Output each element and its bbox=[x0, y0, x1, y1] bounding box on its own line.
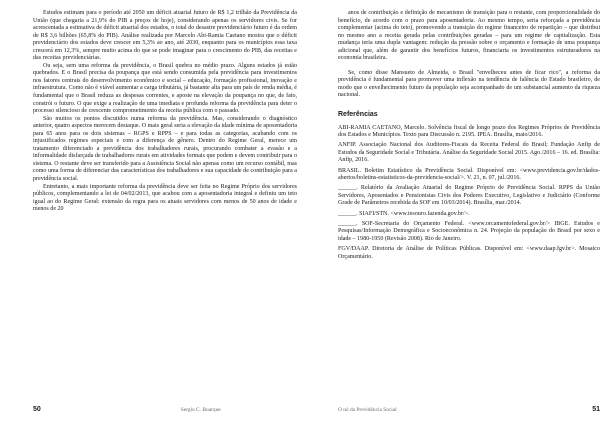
paragraph: Entretanto, a mais importante reforma da previdência deve ser feita no Regime Próprio dos servidores públicos, complementando a lei de 04/02/2013, que acabou com a aposentadoria integral e definiu um teto igual ao do Regime Geral: extensão da regra para os atuais servidores com menos de 50 anos de idade e menos de 20 bbox=[33, 183, 297, 213]
reference-entry: FGV/DAAP. Diretoria de Análise de Políticas Públicas. Disponível em: <www.daap.fgv.br>. Mosaico Orçamentário. bbox=[338, 246, 600, 260]
right-footer bbox=[338, 406, 600, 413]
left-page bbox=[33, 10, 297, 430]
left-footer bbox=[33, 406, 297, 413]
reference-entry: ______. SIAFI/STN. <www.tesouro.fazenda.gov.br/>. bbox=[338, 210, 470, 217]
paragraph: anos de contribuição e definição de mecanismo de transição para o restante, com proporcionalidade do benefício, de acordo com o prazo para aposentadoria. Ao mesmo tempo, seria reforçada a previdência complementar (acima do teto), promovendo a transição do regime financeiro de repartição – que distribui no mesmo ano a receita gerada pelas contribuições geradas – para um regime de capitalização. Esta mudança teria uma dupla vantagem: redução da pressão sobre o orçamento e formação de uma poupança adicional que, além de garantir dos benefícios futuros, financiaria os investimentos estruturadores na economia brasileira. bbox=[338, 10, 600, 62]
paragraph: São muitos os pontos discutidos numa reforma da previdência. Mas, considerando o diagnóstico anterior, quatro aspectos merecem destaque. O mais geral seria a elevação da idade mínima de aposentadoria para 65 anos para os dois sistemas – RGPS e RPPS – e para todas as categorias, acabando com os injustificados regimes especiais e com a diferença de gênero. Dentro do Regime Geral, merece um tratamento diferenciado a previdência dos trabalhadores rurais, procurando combater a evasão e a informalidade disfarçada de trabalhadores rurais em atividades formais que podem e devem contribuir para o sistema. O restante deve ser transferido para a Assistência Social não apenas como um recurso contábil, mas como uma forma de diferenciar das características dos trabalhadores e sua capacidade de contribuição para a previdência social. bbox=[33, 115, 297, 183]
reference-entry: ______. SOF-Secretaria do Orçamento Federal. <www.orcamentofederal.gov.br/> IBGE. Estudos e Pesquisas/Informação Demográfica e Socioeconômica n. 24. Projeção da população do Brasil por sexo e idade – 1980-1950 (Revisão 2008). Rio de Janeiro. bbox=[338, 221, 600, 242]
right-page-body bbox=[338, 10, 600, 261]
paragraph: Estudos estimam para o período até 2050 um déficit atuarial futuro de R$ 1,2 trilhão da Previdência da União (que chegaria a 21,9% do PIB a preços de hoje), considerando apenas os servidores civis. Se for acrescentada a estimativa de déficit atuarial dos estados, o total do desastre previdenciário futuro é da ordem de R$ 3,6 bilhões (65,8% do PIB). Análise realizada por Marcelo Abi-Ramia Caetano mostra que o déficit previdenciário dos estados deve crescer em 5,3% ao ano, até 2030, enquanto para os municípios essa taxa crescerá em 12,3%, sempre muito acima do que se pode imaginar para o crescimento do PIB, das receitas e das receitas previdenciárias. bbox=[33, 10, 297, 62]
paragraph: Se, como disse Mansueto de Almeida, o Brasil "envelheceu antes de ficar rico", a reforma da previdência é fundamental para promover uma inflexão na tendência de falência do Estado brasileiro, de modo que o envelhecimento futuro da população seja acompanhado de um substancial aumento da riqueza nacional. bbox=[338, 69, 600, 99]
paragraph: Ou seja, sem uma reforma da previdência, o Brasil quebra no médio prazo. Alguns estados já estão quebrados. E o Brasil precisa da poupança que está sendo consumida pela previdência para investimentos nos fatores centrais do desenvolvimento econômico e social – educação, formação profissional, inovação e infraestrutura. Como não é viável aumentar a carga tributária, já bastante alta para um país de renda média, é fundamental que o Brasil reduza as despesas correntes, e aposte na elevação da poupança no que, de fato, constrói o futuro. O que exige a realização de uma imediata e profunda reforma da previdência para deter o processo silencioso de crescente comprometimento da receita pública com o passado. bbox=[33, 62, 297, 115]
running-head-title: O nó da Previdência Social bbox=[338, 407, 397, 413]
reference-entry: BRASIL. Boletim Estatístico da Previdência Social. Disponível em: <www.previdencia.gov.br/dados-abertos/boletins-estatisticos-da-previdencia-social/>. V. 21, n. 07, jul./2016. bbox=[338, 167, 600, 181]
left-page-body bbox=[33, 10, 297, 214]
references-heading: Referências bbox=[338, 111, 378, 119]
page-number: 51 bbox=[592, 406, 600, 413]
page-number: 50 bbox=[33, 406, 41, 413]
right-page bbox=[338, 10, 600, 430]
reference-entry: ______. Relatório da Avaliação Atuarial do Regime Próprio de Previdência Social. RPPS da União Servidores, Aposentados e Pensionistas Civis dos Poderes Executivo, Legislativo e Judiciário (Conforme Grade de Parâmetros recebida da SOF em 10/03/2014). Brasília, mar./2014. bbox=[338, 185, 600, 207]
reference-entry: ANFIP. Associação Nacional dos Auditores-Fiscais da Receita Federal do Brasil; Fundação Anfip de Estudos da Seguridade Social e Tributária. Análise da Seguridade Social 2015. Ago./2016 – 16. ed. Brasília: Anfip, 2016. bbox=[338, 142, 600, 164]
running-head-author: Sergio C. Buarque bbox=[180, 407, 221, 413]
reference-entry: ABI-RAMIA CAETANO, Marcelo. Solvência fiscal de longo prazo dos Regimes Próprios de Previdência dos Estados e Municípios. Texto para Discussão n. 2195. IPEA. Brasília, maio/2016. bbox=[338, 124, 600, 138]
